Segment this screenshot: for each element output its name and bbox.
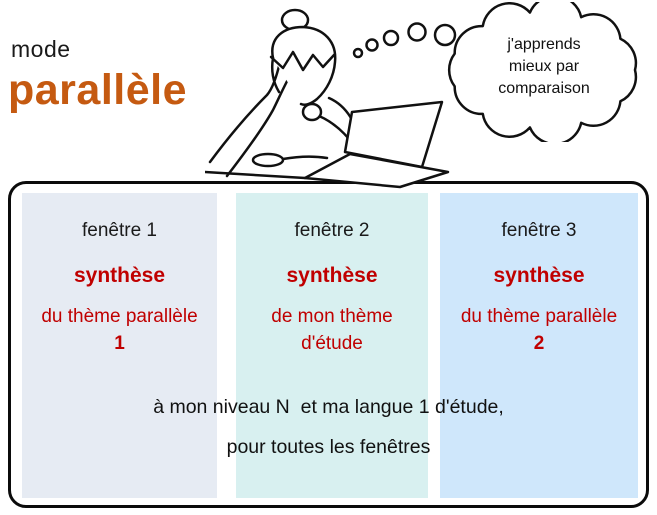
window-1-detail: du thème parallèle bbox=[41, 306, 198, 327]
window-2-detail: de mon thème bbox=[271, 306, 393, 327]
thought-line-1: j'apprends bbox=[507, 36, 581, 53]
window-3-number: 2 bbox=[533, 333, 545, 354]
window-1-title: fenêtre 1 bbox=[82, 220, 157, 241]
panel-footer-line-2: pour toutes les fenêtres bbox=[226, 436, 431, 458]
person-thinking-icon bbox=[205, 0, 460, 190]
thought-line-2: mieux par bbox=[508, 58, 580, 75]
thought-line-3: comparaison bbox=[498, 80, 590, 97]
window-2-detail-2: d'étude bbox=[301, 333, 363, 354]
window-3-detail: du thème parallèle bbox=[460, 306, 618, 327]
browser-windows-panel bbox=[8, 181, 649, 508]
window-3-synthese: synthèse bbox=[493, 264, 585, 287]
thought-bubble-text bbox=[448, 34, 640, 100]
mode-value-parallele: parallèle bbox=[8, 66, 187, 114]
window-1-number: 1 bbox=[114, 333, 125, 354]
window-3-title: fenêtre 3 bbox=[501, 220, 577, 241]
mode-label: mode bbox=[11, 36, 71, 62]
panel-footer-line-1: à mon niveau N et ma langue 1 d'étude, bbox=[153, 396, 504, 418]
window-2-synthese: synthèse bbox=[286, 264, 378, 287]
window-2-title: fenêtre 2 bbox=[294, 220, 370, 241]
window-1-synthese: synthèse bbox=[73, 264, 166, 287]
